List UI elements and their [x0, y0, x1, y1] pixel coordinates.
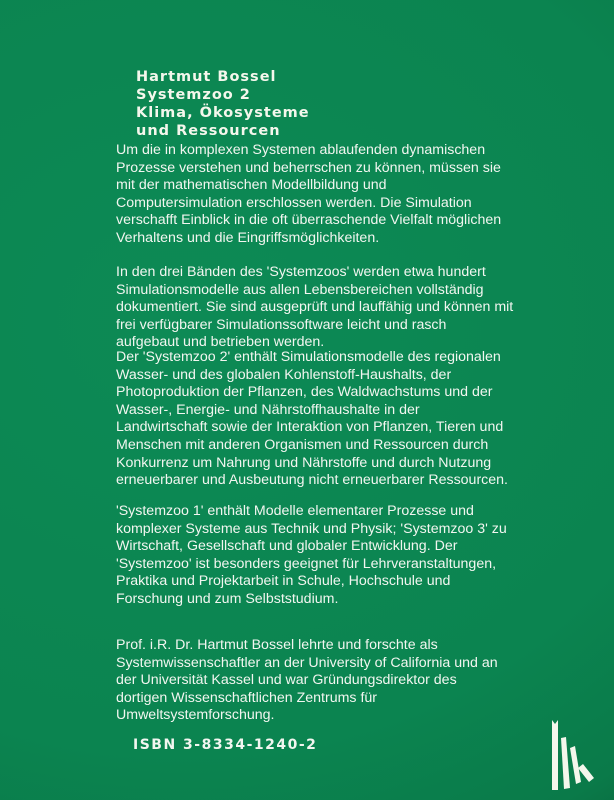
text-line: Wasser- und des globalen Kohlenstoff-Haushalts, der — [116, 366, 452, 383]
text-line: komplexer Systeme aus Technik und Physik; 'Systemzoo 3' zu — [116, 520, 507, 537]
text-line: Wirtschaft, Gesellschaft und globaler Entwicklung. Der — [116, 538, 458, 555]
text-line: Um die in komplexen Systemen ablaufenden dynamischen — [116, 142, 486, 158]
text-line: dortigen Wissenschaftlichen Zentrums für — [116, 689, 378, 706]
text-line: verschafft Einblick in die oft überraschende Vielfalt möglichen — [116, 212, 502, 229]
paragraph-author-bio — [116, 637, 498, 725]
text-line: mit der mathematischen Modellbildung und — [116, 177, 387, 194]
text-line: Systemwissenschaftler an der University of California und an — [116, 654, 498, 671]
text-line: dokumentiert. Sie sind ausgeprüft und lauffähig und können mit — [116, 299, 514, 316]
book-title: Systemzoo 2 — [136, 87, 251, 103]
text-line: frei verfügbarer Simulationssoftware leicht und rasch — [116, 316, 447, 333]
text-line: Computersimulation erschlossen werden. Die Simulation — [116, 194, 472, 211]
paragraph-series — [116, 503, 507, 609]
text-line: Wasser-, Energie- und Nährstoffhaushalte in der — [116, 401, 420, 418]
book-subtitle-line-1: Klima, Ökosysteme — [136, 105, 310, 121]
author-name: Hartmut Bossel — [136, 69, 277, 85]
text-line: Photoproduktion der Pflanzen, des Waldwachstums und der — [116, 384, 493, 401]
paragraph-contents — [116, 349, 508, 490]
text-line: Landwirtschaft sowie der Interaktion von Pflanzen, Tieren und — [116, 419, 504, 436]
publisher-books-logo-icon — [548, 718, 598, 793]
isbn: ISBN 3-8334-1240-2 — [133, 737, 318, 753]
text-line: aufgebaut und betrieben werden. — [116, 334, 325, 351]
text-line: Forschung und zum Selbststudium. — [116, 590, 339, 607]
text-line: Praktika und Projektarbeit in Schule, Hochschule und — [116, 573, 451, 590]
text-line: Verhaltens und die Eingriffsmöglichkeiten. — [116, 229, 380, 246]
text-line: Umweltsystemforschung. — [116, 707, 275, 724]
book-subtitle-line-2: und Ressourcen — [136, 123, 281, 139]
paragraph-volumes — [116, 264, 513, 352]
text-line: Der 'Systemzoo 2' enthält Simulationsmodelle des regionalen — [116, 349, 501, 365]
text-line: In den drei Bänden des 'Systemzoos' werden etwa hundert — [116, 264, 486, 280]
book-title-block — [136, 68, 310, 140]
text-line: Prof. i.R. Dr. Hartmut Bossel lehrte und forschte als — [116, 637, 438, 653]
text-line: Simulationsmodelle aus allen Lebensbereichen vollständig — [116, 281, 484, 298]
text-line: 'Systemzoo 1' enthält Modelle elementarer Prozesse und — [116, 503, 474, 519]
text-line: Konkurrenz um Nahrung und Nährstoffe und durch Nutzung — [116, 454, 492, 471]
paragraph-intro — [116, 142, 501, 248]
text-line: Menschen mit anderen Organismen und Ressourcen durch — [116, 436, 489, 453]
text-line: der Universität Kassel und war Gründungsdirektor des — [116, 672, 457, 689]
text-line: erneuerbarer und Ausbeutung nicht erneuerbarer Ressourcen. — [116, 472, 508, 489]
text-line: Prozesse verstehen und beherrschen zu können, müssen sie — [116, 159, 501, 176]
text-line: 'Systemzoo' ist besonders geeignet für Lehrveranstaltungen, — [116, 555, 497, 572]
